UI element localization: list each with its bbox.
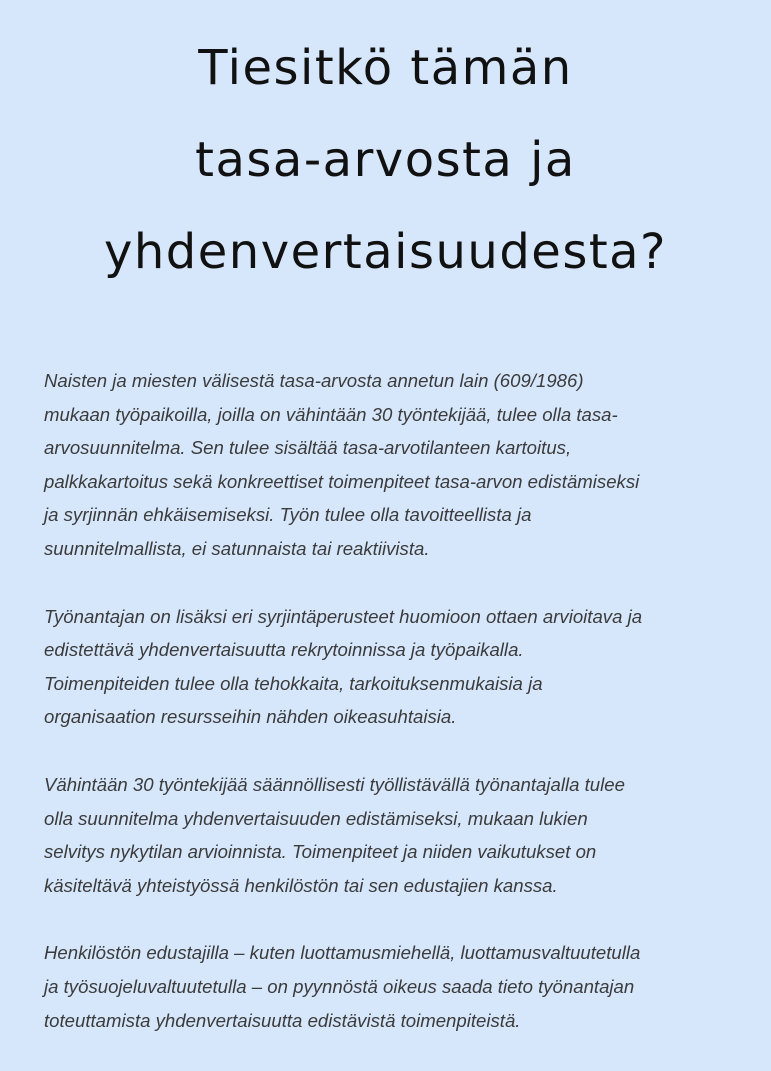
text-line: Työnantajan on lisäksi eri syrjintäperusteet huomioon ottaen arvioitava ja xyxy=(44,605,643,627)
paragraph-staff-representatives xyxy=(44,936,744,1037)
text-line: olla suunnitelma yhdenvertaisuuden edistämiseksi, mukaan lukien xyxy=(44,807,588,829)
text-line: suunnitelmallista, ei satunnaista tai reaktiivista. xyxy=(44,537,430,559)
text-line: arvosuunnitelma. Sen tulee sisältää tasa-arvotilanteen kartoitus, xyxy=(44,437,572,459)
paragraph-equality-plan xyxy=(44,364,744,566)
text-line: Toimenpiteiden tulee olla tehokkaita, tarkoituksenmukaisia ja xyxy=(44,672,543,694)
text-line: ja syrjinnän ehkäisemiseksi. Työn tulee olla tavoitteellista ja xyxy=(44,504,532,526)
text-line: Vähintään 30 työntekijää säännöllisesti työllistävällä työnantajalla tulee xyxy=(44,773,625,795)
text-line: toteuttamista yhdenvertaisuutta edistävistä toimenpiteistä. xyxy=(44,1009,521,1031)
paragraph-equality-plan-30 xyxy=(44,768,744,902)
text-line: edistettävä yhdenvertaisuutta rekrytoinnissa ja työpaikalla. xyxy=(44,639,524,661)
text-line: selvitys nykytilan arvioinnista. Toimenpiteet ja niiden vaikutukset on xyxy=(44,841,597,863)
title-line: tasa-arvosta ja xyxy=(195,132,576,188)
text-line: organisaation resursseihin nähden oikeasuhtaisia. xyxy=(44,706,457,728)
text-line: mukaan työpaikoilla, joilla on vähintään 30 työntekijää, tulee olla tasa- xyxy=(44,403,618,425)
text-line: käsiteltävä yhteistyössä henkilöstön tai sen edustajien kanssa. xyxy=(44,874,558,896)
title-line: Tiesitkö tämän xyxy=(198,40,573,96)
title-line: yhdenvertaisuudesta? xyxy=(103,224,668,280)
page-title xyxy=(0,22,771,298)
article-body xyxy=(44,364,744,1071)
text-line: Naisten ja miesten välisestä tasa-arvosta annetun lain (609/1986) xyxy=(44,370,584,391)
paragraph-non-discrimination xyxy=(44,600,744,734)
text-line: palkkakartoitus sekä konkreettiset toimenpiteet tasa-arvon edistämiseksi xyxy=(44,470,640,492)
text-line: Henkilöstön edustajilla – kuten luottamusmiehellä, luottamusvaltuutetulla xyxy=(44,942,641,964)
text-line: ja työsuojeluvaltuutetulla – on pyynnöstä oikeus saada tieto työnantajan xyxy=(44,975,635,997)
